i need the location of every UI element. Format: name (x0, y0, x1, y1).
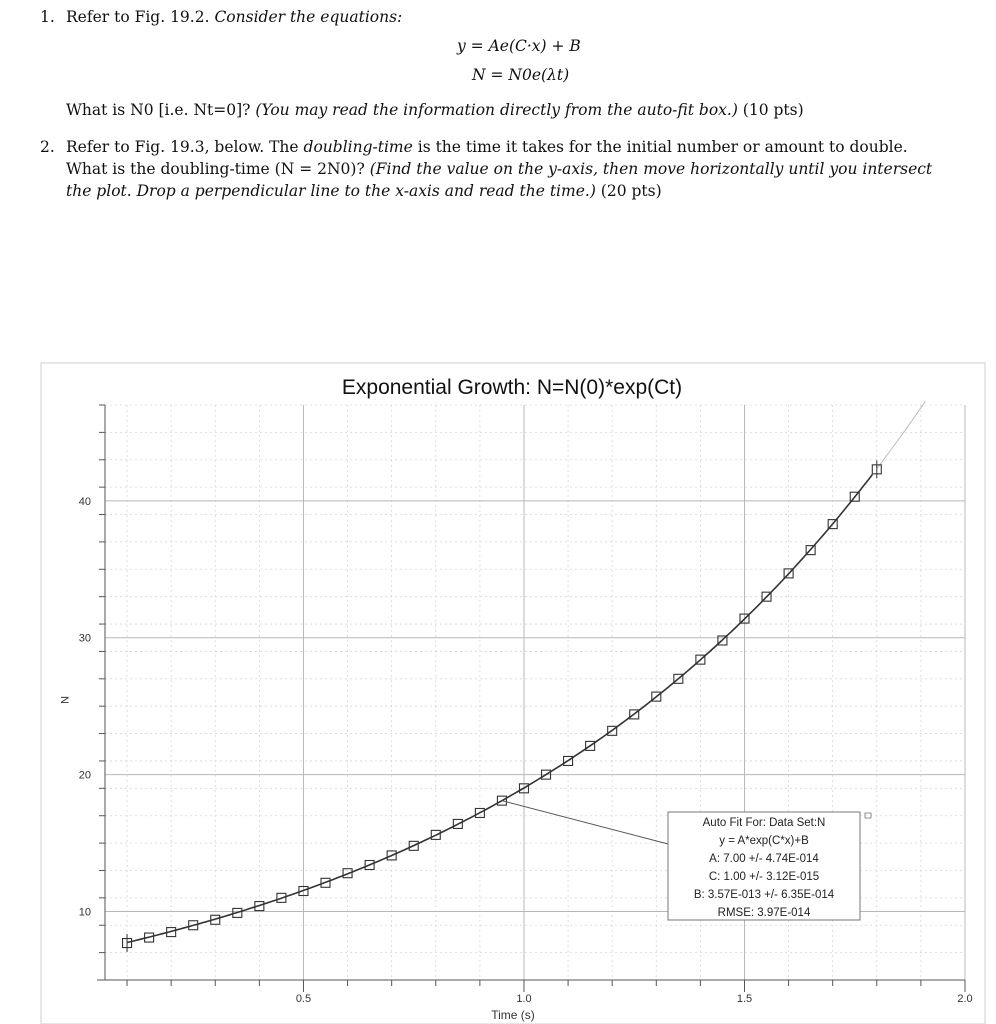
question-1-prompt-text: What is N0 [i.e. Nt=0]? (66, 101, 256, 119)
fit-box-line: A: 7.00 +/- 4.74E-014 (709, 853, 819, 865)
x-tick-label: 0.5 (295, 993, 312, 1005)
question-1-intro-italic: Consider the equations: (214, 8, 403, 26)
y-axis-label: N (58, 696, 70, 704)
question-2-number: 2. (40, 138, 55, 156)
question-2-line2: What is the doubling-time (N = 2N0)? (66, 160, 370, 178)
question-2-line1: Refer to Fig. 19.3, below. The (66, 138, 304, 156)
question-1-points: (10 pts) (737, 101, 804, 119)
question-2-hint-2: the plot. Drop a perpendicular line to the x-axis and read the time.) (66, 182, 596, 200)
chart-title: Exponential Growth: N=N(0)*exp(Ct) (341, 376, 683, 399)
x-tick-label: 1.5 (736, 993, 753, 1005)
fit-box-line: y = A*exp(C*x)+B (719, 835, 809, 847)
question-2-line1-end: is the time it takes for the initial number or amount to double. (412, 138, 908, 156)
fit-box-line: Auto Fit For: Data Set:N (702, 817, 826, 829)
question-1-number: 1. (40, 8, 55, 26)
x-tick-label: 2.0 (957, 993, 973, 1005)
question-2-hint-1: (Find the value on the y-axis, then move horizontally until you intersect (369, 160, 933, 178)
equation-2: N = N0e(λt) (472, 66, 570, 84)
y-tick-label: 20 (78, 769, 91, 782)
question-1-intro: Refer to Fig. 19.2. (66, 8, 215, 26)
question-2-term: doubling-time (303, 138, 413, 156)
x-axis-label: Time (s) (491, 1008, 535, 1022)
fit-box-line: C: 1.00 +/- 3.12E-015 (708, 871, 820, 883)
figure-frame (41, 363, 985, 1024)
x-tick-label: 1.0 (516, 993, 532, 1005)
question-2-points: (20 pts) (595, 182, 662, 200)
y-tick-label: 40 (78, 495, 91, 508)
fit-box-line: RMSE: 3.97E-014 (717, 907, 811, 919)
question-1-hint: (You may read the information directly from the auto-fit box.) (255, 101, 738, 119)
equation-1: y = Ae(C·x) + B (457, 37, 581, 55)
fit-box-line: B: 3.57E-013 +/- 6.35E-014 (693, 889, 835, 901)
y-tick-label: 30 (78, 632, 91, 645)
y-tick-label: 10 (78, 906, 91, 919)
